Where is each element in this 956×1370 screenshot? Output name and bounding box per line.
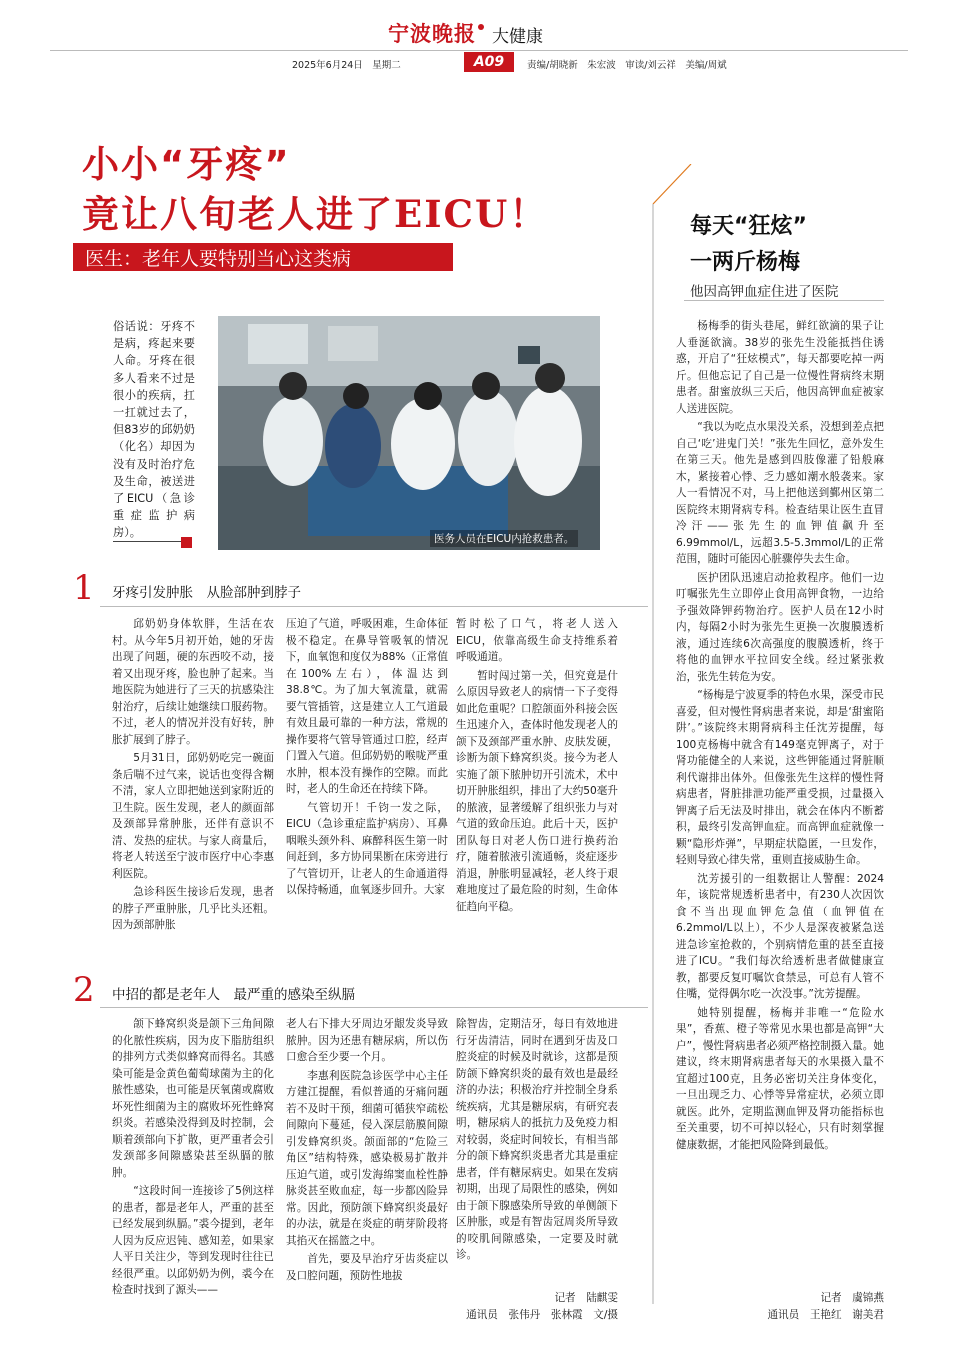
photo-caption: 医务人员在EICU内抢救患者。	[430, 530, 578, 547]
section-2-column-2	[286, 1016, 448, 1284]
paragraph: 杨梅季的街头巷尾，鲜红欲滴的果子让人垂涎欲滴。38岁的张先生没能抵挡住诱惑，开启了“狂炫模式”，每天都要吃掉一两斤。但他忘记了自己是一位慢性肾病终末期患者。甜蜜放纵三天后，他因高钾血症被家人送进医院。	[676, 320, 884, 415]
byline-reporter: 记者 陆麒雯	[554, 1292, 618, 1304]
headline-line-1: 小小“牙疼”	[82, 143, 291, 186]
sidebar-title-line-2: 一两斤杨梅	[690, 250, 801, 275]
paragraph: 气管切开！千钧一发之际，EICU（急诊重症监护病房）、耳鼻咽喉头颈外科、麻醉科医生第一时间赶到，多方协同果断在床旁进行了气管切开，让老人的生命通道得以保持畅通，血氧逐步回升。大家	[286, 801, 448, 896]
section-1-title: 牙疼引发肿胀 从脸部肿到脖子	[112, 585, 301, 601]
sidebar-body	[676, 318, 884, 1153]
paragraph: 急诊科医生接诊后发现，患者的脖子严重肿胀，几乎比头还粗。因为颈部肿胀	[112, 886, 274, 931]
page-number: A09	[464, 52, 514, 72]
section-name: 大健康	[492, 27, 543, 47]
section-2-title: 中招的都是老年人 最严重的感染至纵膈	[112, 987, 355, 1003]
issue-date: 2025年6月24日 星期二	[292, 60, 401, 71]
section-2-column-3	[456, 1016, 618, 1264]
section-1-column-3	[456, 616, 618, 915]
section-1-column-1	[112, 616, 274, 934]
article-photo	[218, 316, 600, 550]
editor-credits: 责编/胡晓新 朱宏波 审读/刘云祥 美编/周斌	[527, 60, 727, 71]
paragraph: “杨梅是宁波夏季的特色水果，深受市民喜爱，但对慢性肾病患者来说，却是‘甜蜜陷阱’。”该院终末期肾病科主任沈芳提醒，每100克杨梅中就含有149毫克钾离子，对于肾功能健全的人来说，这些钾能通过肾脏顺利代谢排出体外。但像张先生这样的慢性肾病患者，肾脏排泄功能严重受损，过量摄入钾离子后无法及时排出，就会在体内不断蓄积，最终引发高钾血症。而高钾血症就像一颗“隐形炸弹”，早期症状隐匿，一旦发作，轻则导致心律失常，重则直接威胁生命。	[676, 689, 884, 866]
headline-line-2: 竟让八旬老人进了EICU！	[82, 192, 549, 236]
sidebar-byline-reporter: 记者 虞锦燕	[820, 1292, 884, 1304]
paragraph: 暂时松了口气，将老人送入EICU，依靠高级生命支持维系着呼吸通道。	[456, 618, 618, 663]
newspaper-logo: 宁波晚报	[388, 21, 476, 46]
intro-marker	[181, 537, 192, 548]
byline-correspondents: 通讯员 张伟丹 张林霞 文/摄	[466, 1309, 618, 1321]
emergency-room-photo	[218, 316, 600, 550]
section-2-number: 2	[73, 970, 95, 1010]
section-1-number: 1	[73, 568, 95, 608]
section-1-rule	[100, 606, 648, 607]
paragraph: 沈芳援引的一组数据让人警醒：2024年，该院常规透析患者中，有230人次因饮食不当出现血钾危急值（血钾值在6.2mmol/L以上），不少人是深夜被紧急送进急诊室抢救的，个别病情危重的甚至直接进了ICU。“我们每次给透析患者做健康宣教，都要反复叮嘱饮食禁忌，可总有人管不住嘴，觉得偶尔吃一次没事。”沈芳提醒。	[676, 872, 884, 1000]
paragraph: 颌下蜂窝织炎是颌下三角间隙的化脓性疾病，因为皮下脂肪组织的排列方式类似蜂窝而得名。其感染可能是金黄色葡萄球菌为主的化脓性感染，也可能是厌氧菌或腐败坏死性细菌为主的腐败坏死性蜂窝织炎。若感染没得到及时控制，会顺着颈部向下扩散，更严重者会引发颈部多间隙感染甚至纵膈的脓肿。	[112, 1018, 274, 1179]
article-subtitle: 医生：老年人要特别当心这类病	[85, 248, 352, 270]
paragraph: 她特别提醒，杨梅并非唯一“危险水果”，香蕉、橙子等常见水果也都是高钾“大户”，慢性肾病患者必须严格控制摄入量。她建议，终末期肾病患者每天的水果摄入量不宜超过100克，且务必密切关注身体变化，一旦出现乏力、心悸等异常症状，必须立即就医。此外，定期监测血钾及肾功能指标也至关重要，切不可掉以轻心，只有时刻掌握健康数据，才能把风险降到最低。	[676, 1006, 884, 1151]
sidebar-subtitle: 他因高钾血症住进了医院	[690, 284, 839, 300]
paragraph: 5月31日，邱奶奶吃完一碗面条后喘不过气来，说话也变得含糊不清，家人立即把她送到家附近的卫生院。医生发现，老人的颜面部及颈部异常肿胀，还伴有意识不清、发热的症状。与家人商量后，将老人转送至宁波市医疗中心李惠利医院。	[112, 752, 274, 880]
sidebar-title-line-1: 每天“狂炫”	[690, 214, 807, 239]
sidebar-rule	[684, 300, 884, 301]
section-2-rule	[100, 1007, 648, 1008]
paragraph: 首先，要及早治疗牙齿炎症以及口腔问题，预防性地拔	[286, 1253, 448, 1282]
paragraph: “这段时间一连接诊了5例这样的患者，都是老年人，严重的甚至已经发展到纵膈。”裘今提到，老年人因为反应迟钝、感知差，如果家人平日关注少，等到发现时往往已经很严重。以邱奶奶为例，裘今在检查时找到了源头——	[112, 1185, 274, 1296]
sidebar-byline-correspondents: 通讯员 王艳红 谢美君	[767, 1309, 884, 1321]
paragraph: 暂时闯过第一关，但究竟是什么原因导致老人的病情一下子变得如此危重呢？口腔颌面外科接会医生迅速介入，查体时他发现老人的颌下及颈部严重水肿、皮肤发硬，诊断为颌下蜂窝织炎。接今为老人实施了颌下脓肿切开引流术，术中切开肿胀组织，排出了大约50毫升的脓液，显著缓解了组织张力与对气道的致命压迫。此后十天，医护团队每日对老人伤口进行换药治疗，随着脓液引流通畅，炎症逐步消退，肿胀明显减轻，老人终于艰难地度过了最危险的时刻，生命体征趋向平稳。	[456, 669, 618, 913]
paragraph: 压迫了气道，呼吸困难，生命体征极不稳定。在鼻导管吸氧的情况下，血氧饱和度仅为88%（正常值在100%左右），体温达到38.8℃。为了加大氧流量，就需要气管插管，这是建立人工气道最有效且最可靠的一种方法，常规的操作要将气管导管通过口腔，经声门置入气道。但邱奶奶的喉咙严重水肿，根本没有操作的空隙。而此时，老人的生命还在持续下降。	[286, 618, 448, 795]
article-intro: 俗话说：牙疼不是病，疼起来要人命。牙疼在很多人看来不过是很小的疾病，扛一扛就过去了，但83岁的邱奶奶（化名）却因为没有及时治疗危及生命，被送进了EICU（急诊重症监护病房）。	[113, 320, 195, 540]
section-1-column-2	[286, 616, 448, 899]
header-rule	[50, 50, 908, 51]
paragraph: 老人右下排大牙周边牙龈发炎导致脓肿。因为还患有糖尿病，所以伤口愈合至少要一个月。	[286, 1018, 448, 1063]
intro-divider	[113, 541, 183, 542]
paragraph: 医护团队迅速启动抢救程序。他们一边叮嘱张先生立即停止食用高钾食物，一边给予强效降钾药物治疗。医护人员在12小时内，每隔2小时为张先生更换一次腹膜透析液，通过连续6次高强度的腹膜透析，终于将他的血钾水平拉回安全线。经过紧张救治，张先生转危为安。	[676, 571, 884, 683]
paragraph: 李惠利医院急诊医学中心主任方建江提醒，看似普通的牙痛问题若不及时干预，细菌可循狭窄疏松间隙向下蔓延，侵入深层筋膜间隙引发蜂窝织炎。颌面部的“危险三角区”结构特殊，感染极易扩散并压迫气道，或引发海绵窦血栓性静脉炎甚至败血症，每一步都凶险异常。因此，预防颌下蜂窝织炎最好的办法，就是在炎症的萌芽阶段将其掐灭在摇篮之中。	[286, 1069, 448, 1247]
masthead-dot	[478, 24, 484, 30]
paragraph: “我以为吃点水果没关系，没想到差点把自己‘吃’进鬼门关！”张先生回忆，意外发生在第三天。他先是感到四肢像灌了铅般麻木，紧接着心悸、乏力感如潮水般袭来。家人一看情况不对，马上把他送到鄞州区第二医院终末期肾病专科。检查结果让医生直冒冷汗——张先生的血钾值飙升至6.99mmol/L，远超3.5-5.3mmol/L的正常范围，随时可能因心脏骤停失去生命。	[676, 421, 884, 565]
section-2-column-1	[112, 1016, 274, 1299]
paragraph: 邱奶奶身体软胖，生活在农村。从今年5月初开始，她的牙齿出现了问题，硬的东西咬不动，接着又出现牙疼，脸也肿了起来。当地医院为她进行了三天的抗感染注射治疗，后续让她继续口服药物。不过，老人的情况并没有好转，肿胀扩展到了脖子。	[112, 618, 274, 746]
paragraph: 除智齿，定期洁牙，每日有效地进行牙齿清洁，同时在遇到牙齿及口腔炎症的时候及时就诊，这都是预防颌下蜂窝织炎的最有效也是最经济的办法；积极治疗并控制全身系统疾病，尤其是糖尿病，有研究表明，糖尿病人的抵抗力及免疫力相对较弱，炎症时间较长，有相当部分的颌下蜂窝织炎患者尤其是重症患者，伴有糖尿病史。如果在发病初期，出现了局限性的感染，例如由于颌下腺感染所导致的单侧颌下区肿胀，或是有智齿冠周炎所导致的咬肌间隙感染，一定要及时就诊。	[456, 1018, 618, 1261]
